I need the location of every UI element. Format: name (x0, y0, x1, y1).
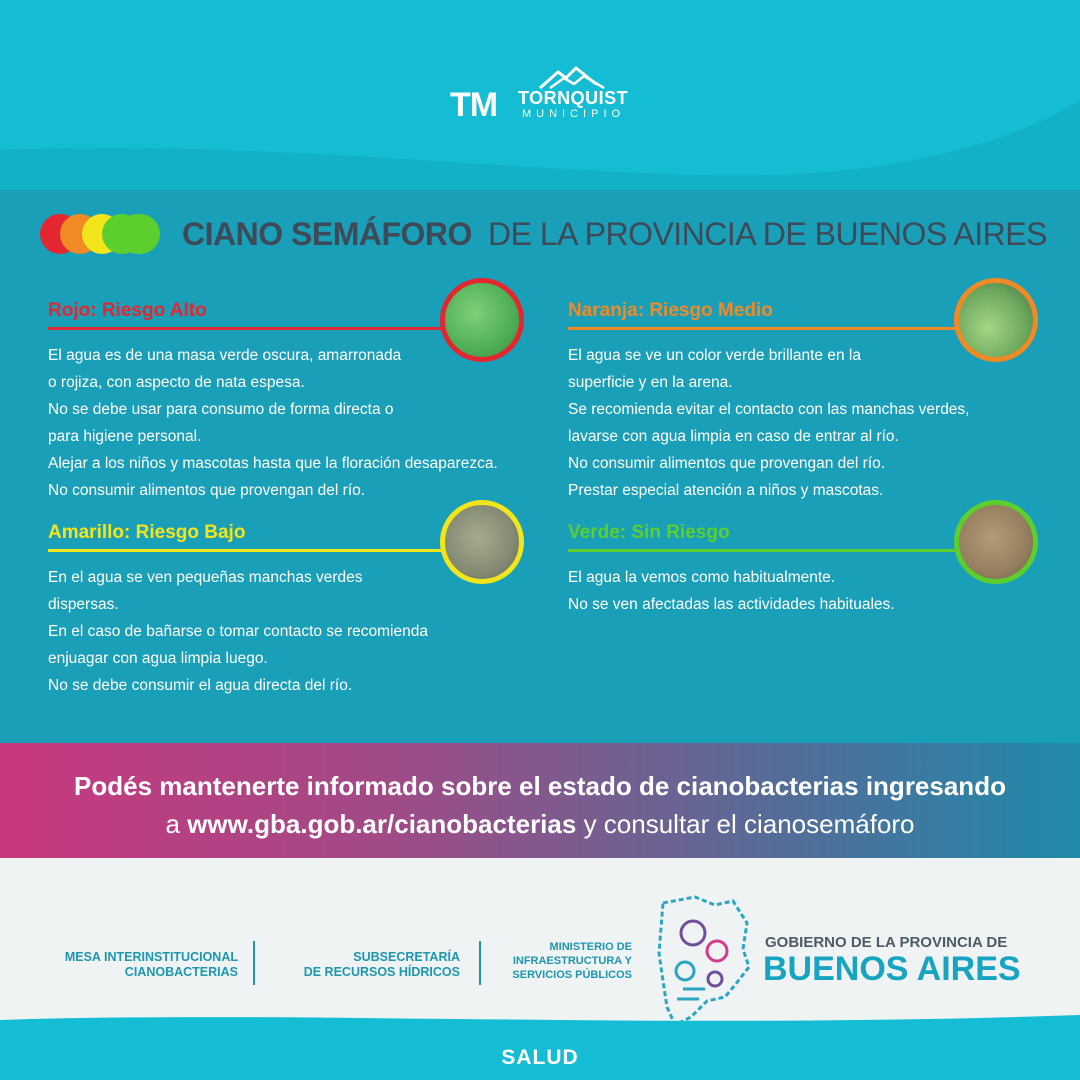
level-line (48, 549, 448, 552)
logo-name: TORNQUIST (518, 88, 629, 108)
org-ministerio: MINISTERIO DE INFRAESTRUCTURA Y SERVICIOS PÚBLICOS (512, 941, 632, 981)
level-description: El agua la vemos como habitualmente. No se ven afectadas las actividades habituales. (568, 569, 895, 613)
gov-small-text: GOBIERNO DE LA PROVINCIA DE (765, 934, 1008, 951)
logo-subtitle: MUNICIPIO (522, 108, 626, 120)
banner-text (0, 767, 1080, 843)
level-risk: Riesgo Medio (649, 300, 773, 321)
mountain-icon (538, 66, 608, 90)
level-heading (48, 522, 245, 544)
level-description: El agua es de una masa verde oscura, amarronada o rojiza, con aspecto de nata espesa. No se debe usar para consumo de forma directa o para higiene personal. Alejar a los niños y mascotas hasta que la floración desaparezca. No consumir alimentos que provengan del río. (48, 347, 498, 499)
title-rest: DE LA PROVINCIA DE BUENOS AIRES (488, 216, 1047, 252)
level-description: El agua se ve un color verde brillante en la superficie y en la arena. Se recomienda evitar el contacto con las manchas verdes, lavarse con agua limpia en caso de entrar al río. No consumir alimentos que provengan del río. Prestar especial atención a niños y mascotas. (568, 347, 970, 499)
org-mesa: MESA INTERINSTITUCIONAL CIANOBACTERIAS (64, 950, 238, 979)
level-risk: Riesgo Alto (101, 300, 207, 321)
banner-line-2: a www.gba.gob.ar/cianobacterias y consultar el cianosemáforo (165, 809, 915, 839)
level-risk: Sin Riesgo (631, 522, 730, 543)
banner-url-link[interactable]: www.gba.gob.ar/cianobacterias (187, 809, 577, 839)
logo-initials: TM (450, 86, 498, 124)
level-heading (48, 300, 207, 322)
level-color-name: Amarillo: (48, 522, 131, 543)
level-heading (568, 522, 730, 544)
level-line (568, 327, 968, 330)
level-risk: Riesgo Bajo (135, 522, 246, 543)
banner-line-1: Podés mantenerte informado sobre el estado de cianobacterias ingresando (74, 771, 1006, 801)
org-subsecretaria: SUBSECRETARÍA DE RECURSOS HÍDRICOS (303, 950, 460, 979)
level-line (48, 327, 448, 330)
tornquist-logo (450, 60, 650, 130)
level-color-name: Verde: (568, 522, 627, 543)
level-description: En el agua se ven pequeñas manchas verdes dispersas. En el caso de bañarse o tomar contacto se recomienda enjuagar con agua limpia luego. No se debe consumir el agua directa del río. (48, 569, 428, 694)
gov-big-text: BUENOS AIRES (763, 950, 1021, 988)
level-line (568, 549, 968, 552)
buenos-aires-map-icon (655, 893, 755, 1028)
divider (253, 941, 255, 985)
divider (479, 941, 481, 985)
title-bold: CIANO SEMÁFORO (182, 216, 472, 252)
salud-label: SALUD (501, 1046, 579, 1069)
level-color-name: Naranja: (568, 300, 645, 321)
level-color-name: Rojo: (48, 300, 97, 321)
title-row (40, 212, 1047, 262)
level-heading (568, 300, 773, 322)
traffic-light-icon (40, 214, 162, 254)
